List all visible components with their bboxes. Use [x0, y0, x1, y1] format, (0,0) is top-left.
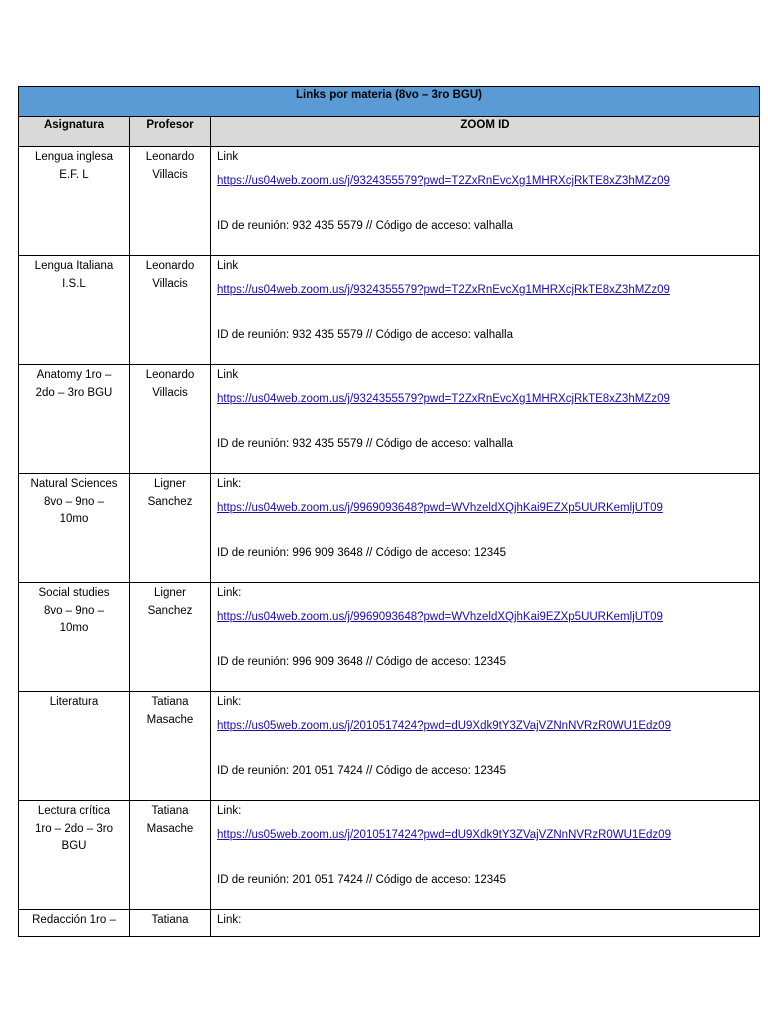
link-label: Link [217, 369, 239, 381]
table-row [19, 692, 760, 801]
zoom-link[interactable]: https://us05web.zoom.us/j/2010517424?pwd=dU9Xdk9tY3ZVajVZNnNVRzR0WU1Edz09 [217, 720, 671, 732]
zoom-link[interactable]: https://us04web.zoom.us/j/9969093648?pwd=WVhzeldXQjhKai9EZXp5UURKemljUT09 [217, 611, 663, 623]
teacher-cell [130, 692, 211, 801]
zoom-cell [211, 474, 760, 583]
subject-line: 8vo – 9no – [43, 495, 105, 508]
meeting-info: ID de reunión: 932 435 5579 // Código de acceso: valhalla [217, 329, 514, 341]
subject-line: 2do – 3ro BGU [35, 386, 113, 399]
teacher-line: Leonardo [145, 151, 195, 163]
table-row [19, 474, 760, 583]
subject-line: 10mo [59, 622, 89, 634]
zoom-link[interactable]: https://us04web.zoom.us/j/9324355579?pwd=T2ZxRnEvcXg1MHRXcjRkTE8xZ3hMZz09 [217, 393, 670, 405]
teacher-line: Sanchez [147, 495, 193, 508]
teacher-cell [130, 801, 211, 910]
zoom-cell [211, 910, 760, 937]
zoom-cell [211, 692, 760, 801]
meeting-info: ID de reunión: 932 435 5579 // Código de acceso: valhalla [217, 220, 514, 232]
link-label: Link: [217, 478, 242, 490]
zoom-cell [211, 583, 760, 692]
table-row [19, 801, 760, 910]
link-label: Link: [217, 587, 242, 599]
teacher-line: Tatiana [151, 914, 189, 926]
subject-line: Redacción 1ro – [32, 914, 116, 926]
teacher-line: Sanchez [147, 604, 193, 617]
subject-cell [19, 256, 130, 365]
subject-line: Lengua Italiana [34, 260, 114, 272]
teacher-line: Villacis [152, 277, 188, 290]
header-zoom-id: ZOOM ID [211, 117, 760, 147]
subject-cell [19, 910, 130, 937]
subject-line: Anatomy 1ro – [36, 369, 112, 381]
teacher-line: Ligner [154, 478, 186, 490]
link-label: Link [217, 151, 239, 163]
links-table [18, 86, 760, 937]
teacher-cell [130, 583, 211, 692]
link-label: Link: [217, 805, 242, 817]
zoom-cell [211, 256, 760, 365]
header-asignatura: Asignatura [19, 117, 130, 147]
subject-line: BGU [61, 840, 87, 852]
teacher-line: Tatiana [151, 696, 189, 708]
subject-line: Literatura [49, 696, 99, 708]
table-row [19, 365, 760, 474]
subject-line: Natural Sciences [30, 478, 118, 490]
teacher-line: Ligner [154, 587, 186, 599]
zoom-cell [211, 365, 760, 474]
subject-line: 1ro – 2do – 3ro [34, 822, 113, 835]
teacher-cell [130, 256, 211, 365]
meeting-info: ID de reunión: 996 909 3648 // Código de acceso: 12345 [217, 547, 506, 559]
table-row [19, 147, 760, 256]
teacher-line: Masache [146, 822, 194, 835]
header-profesor: Profesor [130, 117, 211, 147]
teacher-line: Villacis [152, 168, 188, 181]
teacher-cell [130, 474, 211, 583]
meeting-info: ID de reunión: 932 435 5579 // Código de acceso: valhalla [217, 438, 514, 450]
zoom-cell [211, 147, 760, 256]
subject-cell [19, 801, 130, 910]
subject-line: 10mo [59, 513, 89, 525]
table-row [19, 256, 760, 365]
link-label: Link: [217, 696, 242, 708]
title-row [19, 87, 760, 117]
table-title: Links por materia (8vo – 3ro BGU) [19, 87, 760, 117]
zoom-link[interactable]: https://us04web.zoom.us/j/9969093648?pwd=WVhzeldXQjhKai9EZXp5UURKemljUT09 [217, 502, 663, 514]
header-row [19, 117, 760, 147]
meeting-info: ID de reunión: 201 051 7424 // Código de acceso: 12345 [217, 874, 506, 886]
subject-cell [19, 692, 130, 801]
link-label: Link [217, 260, 239, 272]
table-body [19, 147, 760, 937]
teacher-line: Leonardo [145, 369, 195, 381]
teacher-line: Villacis [152, 386, 188, 399]
teacher-line: Masache [146, 713, 194, 726]
subject-line: Lengua inglesa [34, 151, 113, 163]
subject-cell [19, 147, 130, 256]
subject-cell [19, 474, 130, 583]
meeting-info: ID de reunión: 201 051 7424 // Código de acceso: 12345 [217, 765, 506, 777]
teacher-line: Leonardo [145, 260, 195, 272]
teacher-cell [130, 147, 211, 256]
subject-line: I.S.L [62, 277, 86, 290]
subject-line: E.F. L [59, 168, 89, 181]
zoom-link[interactable]: https://us04web.zoom.us/j/9324355579?pwd=T2ZxRnEvcXg1MHRXcjRkTE8xZ3hMZz09 [217, 175, 670, 187]
meeting-info: ID de reunión: 996 909 3648 // Código de acceso: 12345 [217, 656, 506, 668]
subject-line: Social studies [38, 587, 110, 599]
teacher-line: Tatiana [151, 805, 189, 817]
table-row [19, 583, 760, 692]
subject-line: Lectura crítica [37, 805, 111, 817]
subject-cell [19, 365, 130, 474]
link-label: Link: [217, 914, 242, 926]
teacher-cell [130, 365, 211, 474]
subject-cell [19, 583, 130, 692]
teacher-cell [130, 910, 211, 937]
zoom-link[interactable]: https://us05web.zoom.us/j/2010517424?pwd=dU9Xdk9tY3ZVajVZNnNVRzR0WU1Edz09 [217, 829, 671, 841]
table-row [19, 910, 760, 937]
zoom-link[interactable]: https://us04web.zoom.us/j/9324355579?pwd=T2ZxRnEvcXg1MHRXcjRkTE8xZ3hMZz09 [217, 284, 670, 296]
subject-line: 8vo – 9no – [43, 604, 105, 617]
zoom-cell [211, 801, 760, 910]
